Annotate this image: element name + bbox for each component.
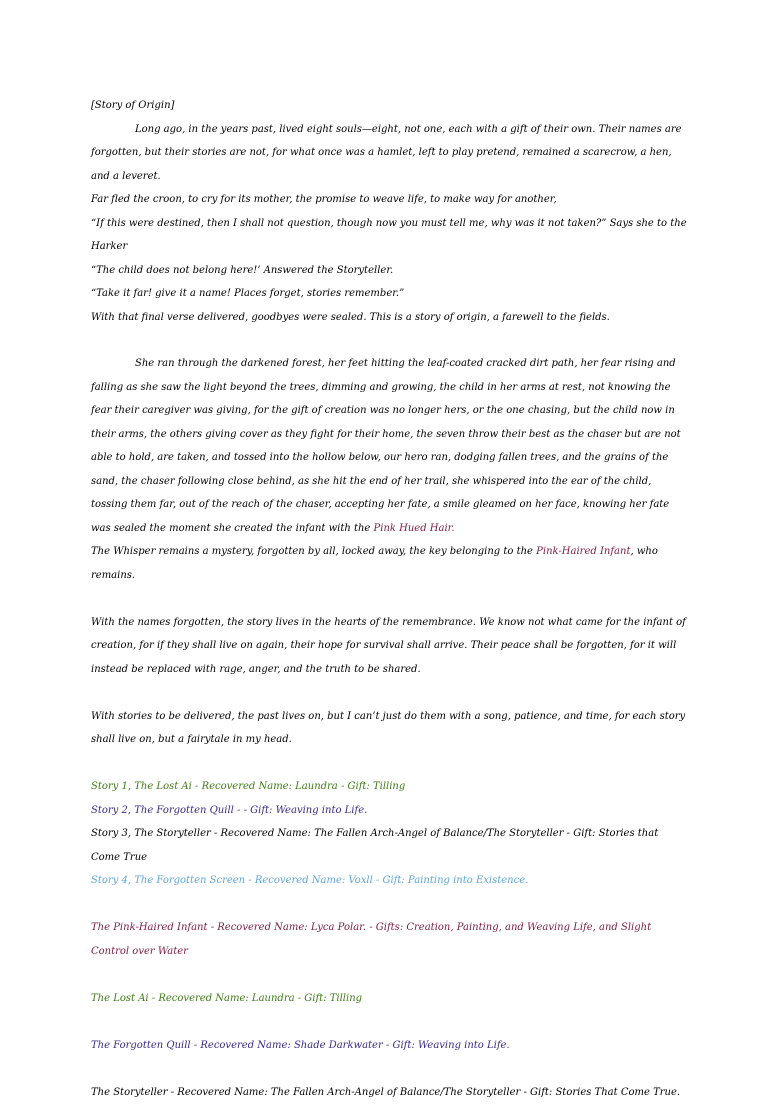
forgotten-quill-entry: The Forgotten Quill - Recovered Name: Shade Darkwater - Gift: Weaving into Life. — [91, 1034, 688, 1058]
storyteller-entry: The Storyteller - Recovered Name: The Fallen Arch-Angel of Balance/The Storyteller - Gift: Stories That Come True. — [91, 1081, 688, 1104]
story-list-item: Story 3, The Storyteller - Recovered Name: The Fallen Arch-Angel of Balance/The Storyteller - Gift: Stories that Come True — [91, 822, 688, 869]
intro-line-child: “The child does not belong here!’ Answered the Storyteller. — [91, 259, 688, 283]
story-list-item: Story 4, The Forgotten Screen - Recovered Name: Voxll - Gift: Painting into Existence. — [91, 869, 688, 893]
whisper-after: , who remains. — [91, 546, 658, 581]
spacer — [91, 587, 688, 611]
intro-line-destined: “If this were destined, then I shall not question, though now you must tell me, why was it not taken?” Says she to the Harker — [91, 212, 688, 259]
spacer — [91, 1057, 688, 1081]
chase-text: She ran through the darkened forest, her feet hitting the leaf-coated cracked dirt path, her fear rising and falling as she saw the light beyond the trees, dimming and growing, the child in her arms at rest, not knowing the fear their caregiver was giving, for the gift of creation was no longer hers, or the one chasing, but the child now in their arms, the others giving cover as they fight for their home, the seven throw their best as the chaser but are not able to hold, are taken, and tossed into the hollow below, our hero ran, dodging fallen trees, and the grains of the sand, the chaser following close behind, as she hit the end of her trail, she whispered into the ear of the child, tossing them far, out of the reach of the chaser, accepting her fate, a smile gleamed on her face, knowing her fate was sealed the moment she created the infant with the — [91, 358, 681, 534]
document-heading: [Story of Origin] — [91, 94, 688, 118]
story-list-item: Story 2, The Forgotten Quill - - Gift: Weaving into Life. — [91, 799, 688, 823]
pink-haired-infant-entry: The Pink-Haired Infant - Recovered Name: Lyca Polar. - Gifts: Creation, Painting, and Weaving Life, and Slight Control over Water — [91, 916, 688, 963]
intro-line-croon: Far fled the croon, to cry for its mother, the promise to weave life, to make way for another, — [91, 188, 688, 212]
stories-delivered-paragraph: With stories to be delivered, the past lives on, but I can’t just do them with a song, patience, and time, for each story shall live on, but a fairytale in my head. — [91, 705, 688, 752]
spacer — [91, 329, 688, 352]
intro-line-take-it-far: “Take it far! give it a name! Places forget, stories remember.” — [91, 282, 688, 306]
intro-line-final-verse: With that final verse delivered, goodbyes were sealed. This is a story of origin, a farewell to the fields. — [91, 306, 688, 330]
chase-paragraph — [91, 352, 688, 540]
intro-paragraph: Long ago, in the years past, lived eight souls—eight, not one, each with a gift of their own. Their names are forgotten, but their stories are not, for what once was a hamlet, left to play pretend, remained a scarecrow, a hen, and a leveret. — [91, 118, 688, 189]
names-forgotten-paragraph: With the names forgotten, the story lives in the hearts of the remembrance. We know not what came for the infant of creation, for if they shall live on again, their hope for survival shall arrive. Their peace shall be forgotten, for it will instead be replaced with rage, anger, and the truth to be shared. — [91, 611, 688, 682]
spacer — [91, 963, 688, 987]
spacer — [91, 1010, 688, 1034]
spacer — [91, 681, 688, 705]
spacer — [91, 752, 688, 776]
spacer — [91, 893, 688, 917]
whisper-line — [91, 540, 688, 587]
lost-ai-entry: The Lost Ai - Recovered Name: Laundra - Gift: Tilling — [91, 987, 688, 1011]
whisper-before: The Whisper remains a mystery, forgotten by all, locked away, the key belonging to the — [91, 546, 536, 557]
pink-haired-infant-highlight: Pink-Haired Infant — [536, 546, 630, 557]
story-list-item: Story 1, The Lost Ai - Recovered Name: Laundra - Gift: Tilling — [91, 775, 688, 799]
pink-hued-hair-highlight: Pink Hued Hair. — [374, 523, 455, 534]
